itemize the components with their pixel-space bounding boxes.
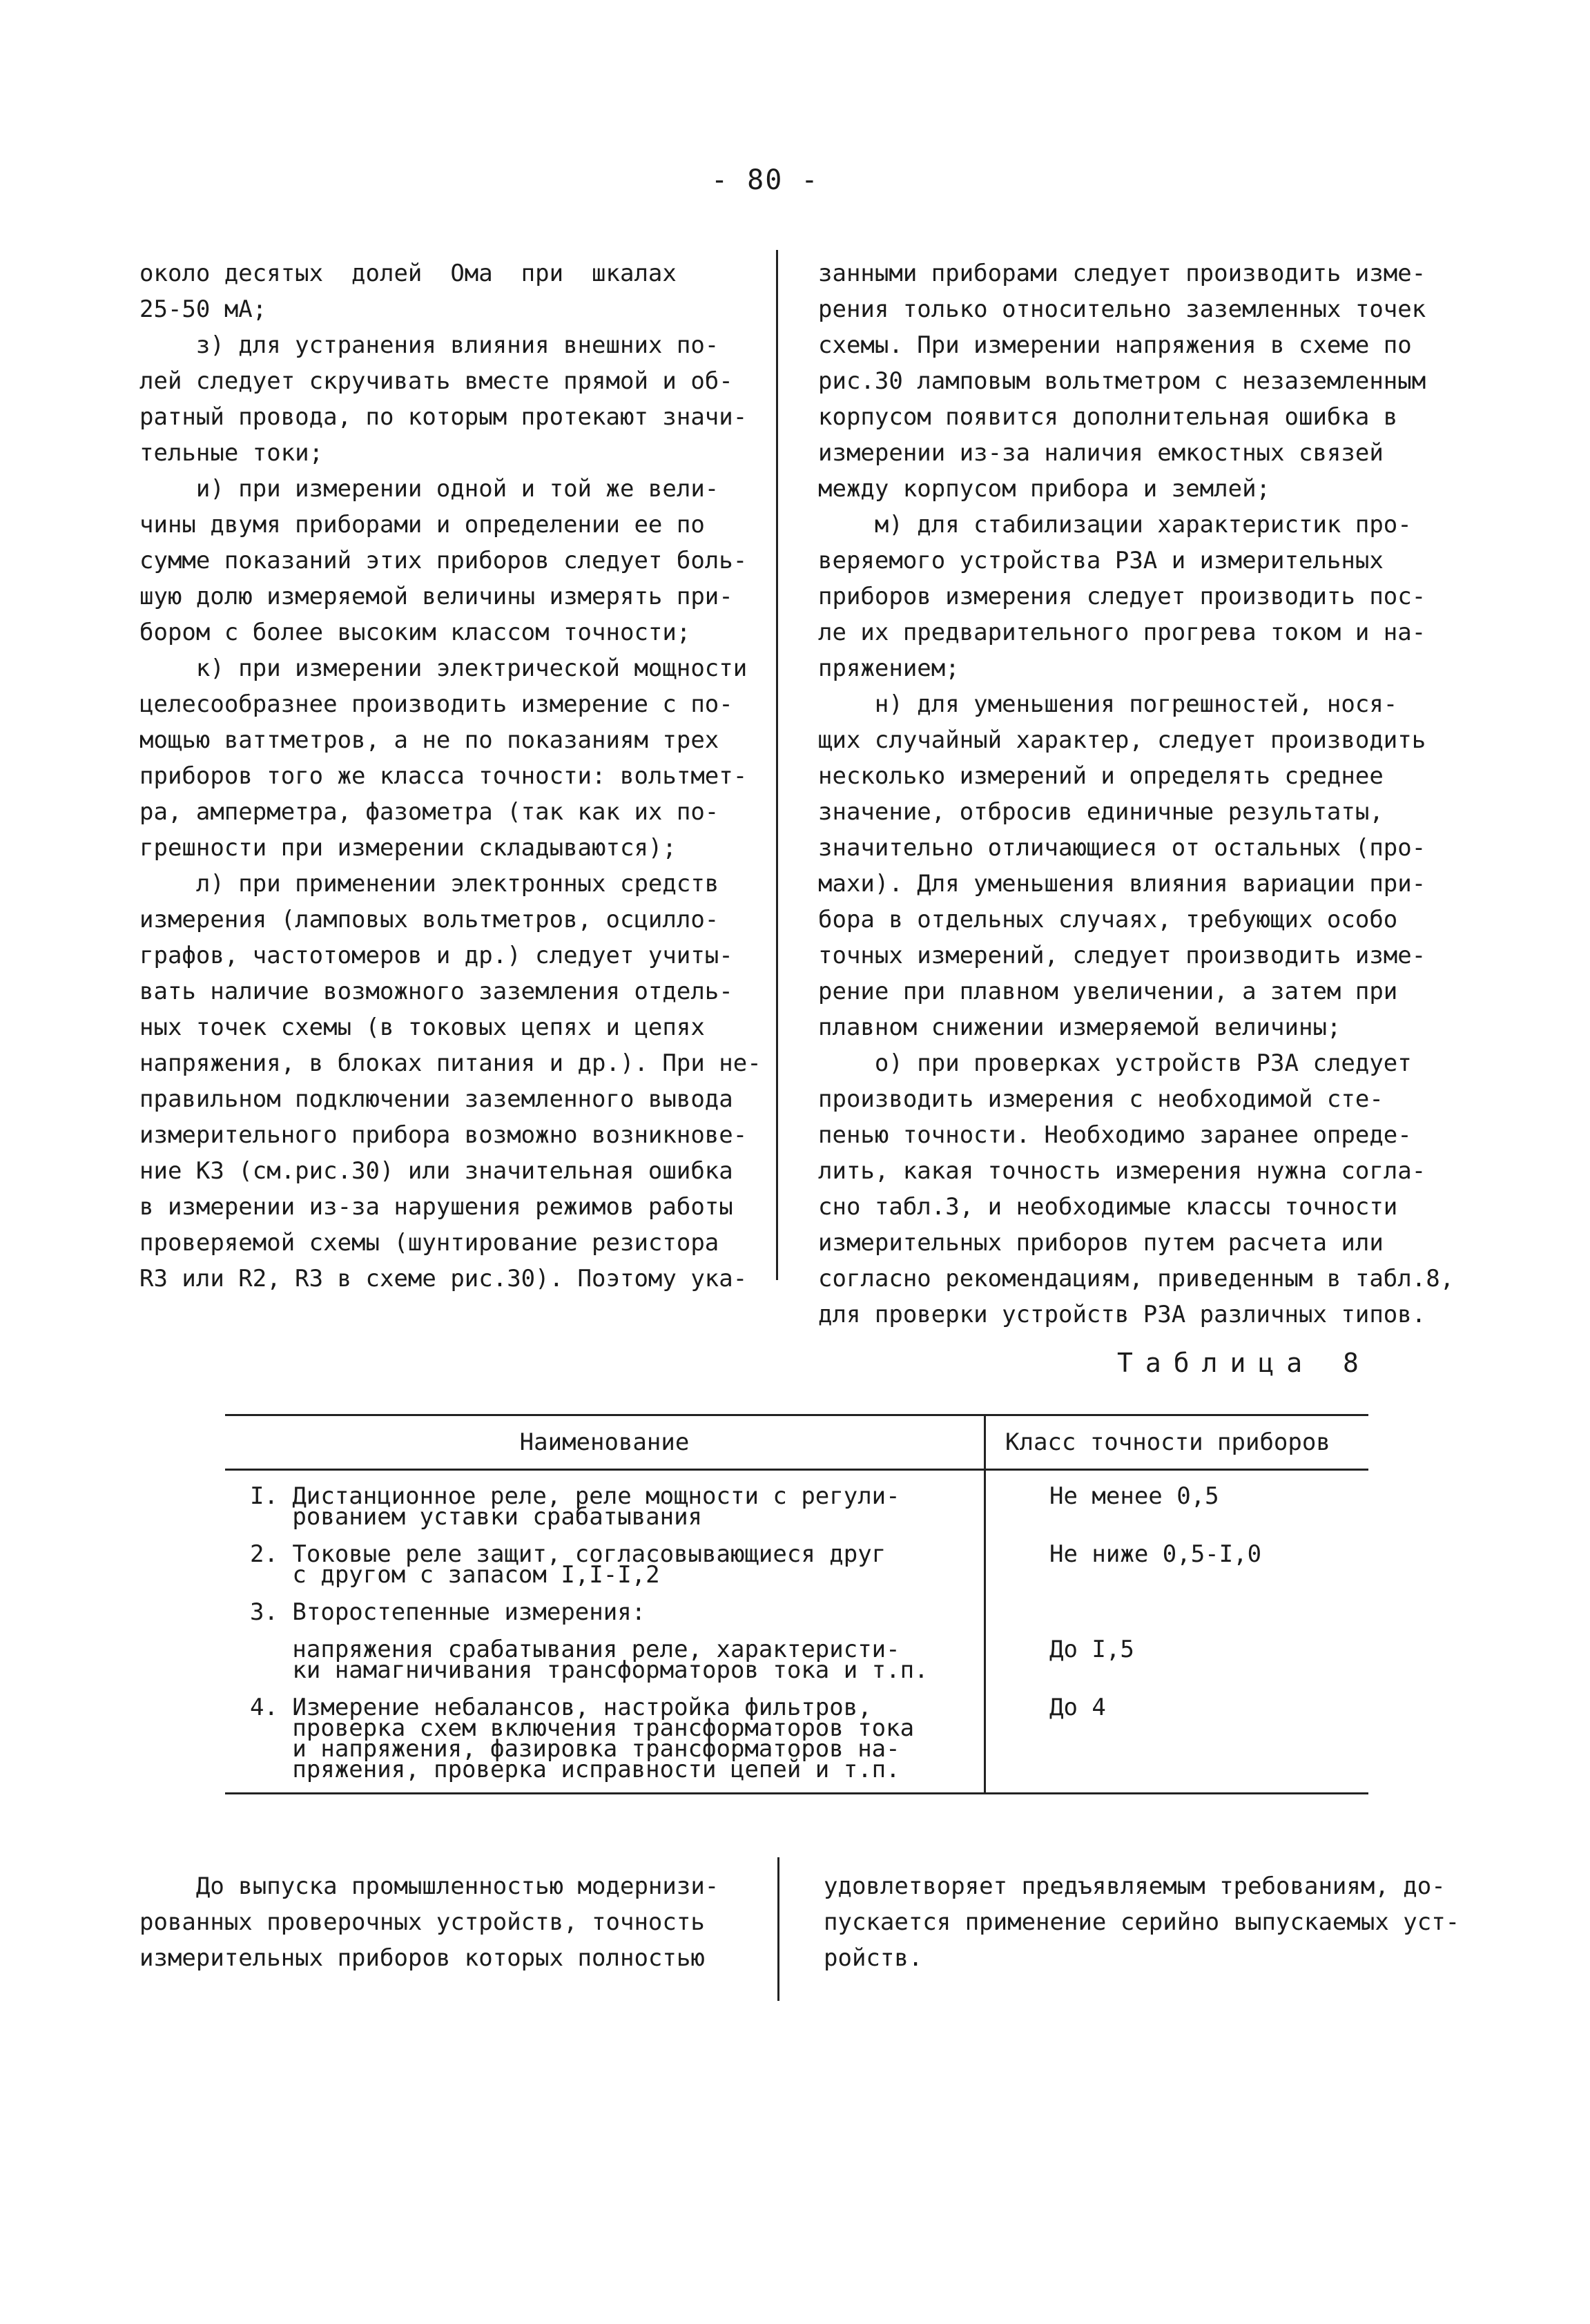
paragraph: и) при измерении одной и той же вели- чины двумя приборами и определении ее по сумме показаний этих приборов следует боль- шую долю измеряемой величины измерять при- бором с более высоким классом точности;: [139, 475, 748, 646]
row-name: I. Дистанционное реле, реле мощности с регули- рованием уставки срабатывания: [250, 1482, 900, 1531]
row-name: 3. Второстепенные измерения:: [250, 1598, 646, 1626]
table-row: [225, 1470, 1368, 1545]
row-class: Не ниже 0,5-I,0: [1049, 1540, 1262, 1568]
paragraph: около десятых долей Ома при шкалах 25-50 мА;: [139, 260, 677, 323]
row-class: До I,5: [1049, 1636, 1134, 1663]
column-divider: [777, 1857, 779, 2001]
paragraph: л) при применении электронных средств измерения (ламповых вольтметров, осцилло- графов, частотомеров и др.) следует учиты- вать наличие возможного заземления отдель- ных точек схемы (в токовых цепях и цепях напряжения, в блоках питания и др.). При не- правильном подключении заземленного вывода измерительного прибора возможно возникнове- ние КЗ (см.рис.30) или значительная ошибка в измерении из-за нарушения режимов работы проверяемой схемы (шунтирование резистора R3 или R2, R3 в схеме рис.30). Поэтому ука-: [139, 870, 762, 1292]
paragraph: удовлетворяет предъявляемым требованиям, до- пускается применение серийно выпускаемых уст- ройств.: [824, 1872, 1460, 1972]
table-caption: Таблица 8: [1117, 1348, 1371, 1378]
paragraph: з) для устранения влияния внешних по- лей следует скручивать вместе прямой и об- ратный провода, по которым протекают значи- тельные токи;: [139, 331, 748, 467]
row-name: 2. Токовые реле защит, согласовывающиеся друг с другом с запасом I,I-I,2: [250, 1540, 886, 1589]
row-class: До 4: [1049, 1694, 1106, 1721]
left-column: [139, 255, 762, 1297]
column-divider: [776, 250, 778, 1280]
row-name: напряжения срабатывания реле, характеристи- ки намагничивания трансформаторов тока и т.п.: [292, 1636, 929, 1684]
paragraph: н) для уменьшения погрешностей, нося- щих случайный характер, следует производить несколько измерений и определять среднее значение, отбросив единичные результаты, значительно отличающиеся от остальных (про- махи). Для уменьшения влияния вариации при- бора в отдельных случаях, требующих особо точных измерений, следует производить изме- рение при плавном увеличении, а затем при плавном снижении измеряемой величины;: [818, 690, 1426, 1041]
table-row: [225, 1544, 1368, 1602]
table-header-class: Класс точности приборов: [985, 1415, 1369, 1470]
accuracy-table: [225, 1414, 1368, 1794]
paragraph: к) при измерении электрической мощности целесообразнее производить измерение с по- мощью ваттметров, а не по показаниям трех приборов того же класса точности: вольтмет- ра, амперметра, фазометра (так как их по- грешности при измерении складываются);: [139, 655, 748, 862]
table-header-name: Наименование: [225, 1415, 985, 1470]
page-number: - 80 -: [711, 164, 820, 196]
table-row: [225, 1697, 1368, 1780]
right-column: [818, 255, 1455, 1333]
footer-left-column: [139, 1868, 754, 1976]
footer-right-column: [824, 1868, 1460, 1976]
paragraph: о) при проверках устройств РЗА следует производить измерения с необходимой сте- пенью точности. Необходимо заранее опреде- лить, какая точность измерения нужна согла- сно табл.3, и необходимые классы точности измерительных приборов путем расчета или согласно рекомендациям, приведенным в табл.8, для проверки устройств РЗА различных типов.: [818, 1049, 1455, 1328]
paragraph: До выпуска промышленностью модернизи- рованных проверочных устройств, точность измерительных приборов которых полностью: [139, 1872, 719, 1972]
paragraph: м) для стабилизации характеристик про- веряемого устройства РЗА и измерительных приборов измерения следует производить пос- ле их предварительного прогрева током и на- пряжением;: [818, 511, 1426, 682]
table-row: [225, 1602, 1368, 1639]
row-name: 4. Измерение небалансов, настройка фильтров, проверка схем включения трансформаторов тока и напряжения, фазировка трансформаторов на- пряжения, проверка исправности цепей и т.п.: [250, 1694, 915, 1783]
paragraph: занными приборами следует производить изме- рения только относительно заземленных точек схемы. При измерении напряжения в схеме по рис.30 ламповым вольтметром с незаземленным корпусом появится дополнительная ошибка в измерении из-за наличия емкостных связей между корпусом прибора и землей;: [818, 260, 1426, 503]
table-bottom-rule: [985, 1780, 1369, 1794]
table-row: [225, 1639, 1368, 1697]
row-class: Не менее 0,5: [1049, 1482, 1219, 1510]
